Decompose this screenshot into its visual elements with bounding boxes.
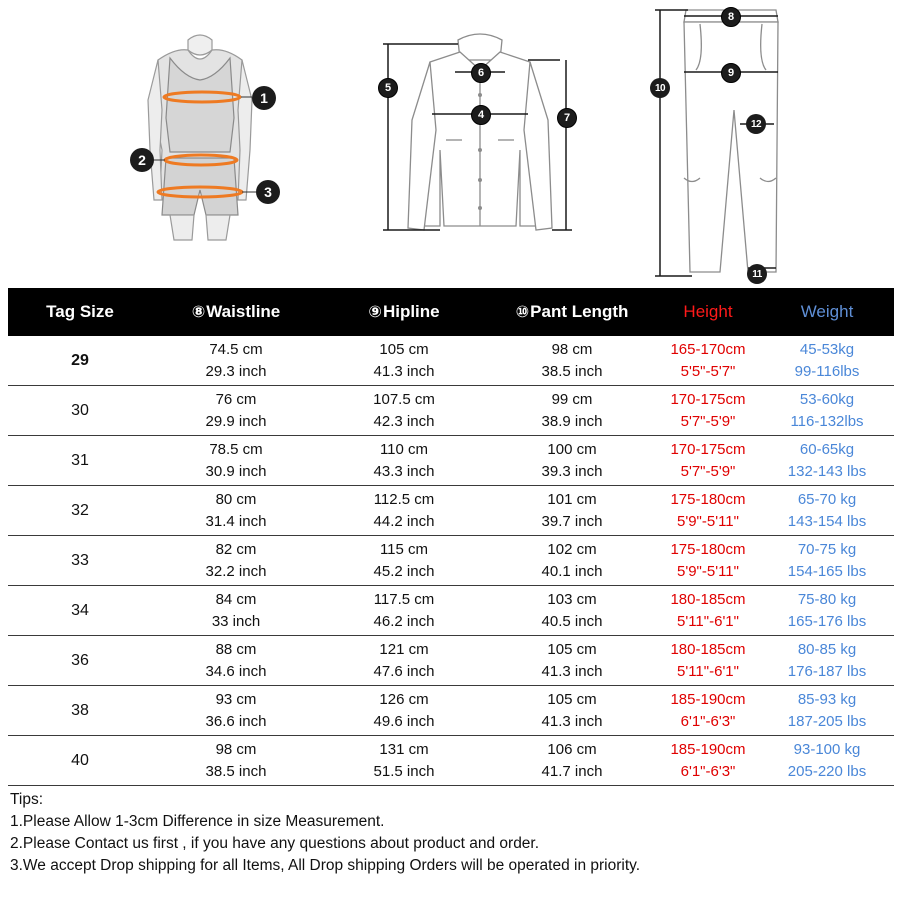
body-figure	[148, 35, 252, 240]
hipline-cell-line-1: 126 cm	[379, 690, 429, 708]
pant-length-cell-line-2: 40.1 inch	[541, 562, 603, 580]
hipline-cell-line-2: 46.2 inch	[373, 612, 435, 630]
height-cell	[656, 586, 760, 636]
pant-length-cell	[488, 636, 656, 686]
hipline-cell-line-2: 51.5 inch	[373, 762, 435, 780]
hipline-cell-line-1: 121 cm	[379, 640, 429, 658]
height-cell-line-2: 5'7"-5'9"	[680, 462, 736, 480]
weight-cell-line-2: 143-154 lbs	[787, 512, 867, 530]
height-cell-line-1: 185-190cm	[670, 740, 746, 758]
tag-size-cell: 33	[8, 536, 152, 586]
pant-length-cell-line-2: 41.7 inch	[541, 762, 603, 780]
callout-10-icon: 10	[650, 78, 670, 98]
circled-8-icon: ⑧	[191, 304, 206, 321]
weight-cell-line-1: 93-100 kg	[793, 740, 861, 758]
weight-cell-line-2: 165-176 lbs	[787, 612, 867, 630]
pant-length-cell-line-2: 38.5 inch	[541, 362, 603, 380]
pant-length-cell-line-2: 39.7 inch	[541, 512, 603, 530]
height-cell-line-2: 6'1"-6'3"	[680, 712, 736, 730]
table-header-row	[8, 288, 894, 336]
pant-length-cell-line-2: 39.3 inch	[541, 462, 603, 480]
waistline-cell-line-1: 98 cm	[215, 740, 257, 758]
header-hipline-label: Hipline	[382, 302, 440, 321]
height-cell-line-2: 5'11"-6'1"	[677, 662, 739, 680]
height-cell	[656, 736, 760, 786]
callout-8-icon: 8	[721, 7, 741, 27]
height-cell-line-2: 5'5"-5'7"	[680, 362, 736, 380]
waistline-cell-line-1: 82 cm	[215, 540, 257, 558]
callout-11-icon: 11	[747, 264, 767, 284]
waistline-cell-line-2: 31.4 inch	[205, 512, 267, 530]
tag-size-cell: 32	[8, 486, 152, 536]
hipline-cell	[320, 336, 488, 386]
tag-size-cell: 31	[8, 436, 152, 486]
hipline-cell-line-2: 47.6 inch	[373, 662, 435, 680]
waistline-cell-line-1: 88 cm	[215, 640, 257, 658]
waistline-cell	[152, 736, 320, 786]
height-cell	[656, 686, 760, 736]
callout-4-icon: 4	[471, 105, 491, 125]
callout-7-icon: 7	[557, 108, 577, 128]
table-row	[8, 386, 894, 436]
callout-2-icon: 2	[130, 148, 154, 172]
header-pant-length	[488, 288, 656, 336]
pant-length-cell	[488, 736, 656, 786]
tag-size-cell: 29	[8, 336, 152, 386]
pant-length-cell-line-2: 40.5 inch	[541, 612, 603, 630]
table-row	[8, 536, 894, 586]
pant-length-cell-line-1: 99 cm	[551, 390, 593, 408]
callout-5-icon: 5	[378, 78, 398, 98]
weight-cell-line-1: 60-65kg	[799, 440, 855, 458]
height-cell	[656, 436, 760, 486]
weight-cell	[760, 636, 894, 686]
height-cell-line-1: 170-175cm	[670, 390, 746, 408]
pant-length-cell	[488, 536, 656, 586]
callout-3-icon: 3	[256, 180, 280, 204]
table-row	[8, 486, 894, 536]
height-cell-line-1: 180-185cm	[670, 640, 746, 658]
height-cell	[656, 386, 760, 436]
waistline-cell-line-2: 33 inch	[211, 612, 261, 630]
weight-cell-line-2: 99-116lbs	[794, 362, 860, 380]
pant-length-cell-line-1: 105 cm	[547, 640, 597, 658]
tip-item-3: 3.We accept Drop shipping for all Items, All Drop shipping Orders will be operated in priority.	[10, 857, 641, 874]
pant-length-cell	[488, 486, 656, 536]
waistline-cell	[152, 486, 320, 536]
height-cell-line-1: 175-180cm	[670, 490, 746, 508]
header-height: Height	[656, 288, 760, 336]
table-row	[8, 686, 894, 736]
waistline-cell-line-2: 29.3 inch	[205, 362, 267, 380]
waistline-cell	[152, 536, 320, 586]
waistline-cell	[152, 586, 320, 636]
weight-cell-line-1: 75-80 kg	[797, 590, 857, 608]
height-cell-line-2: 6'1"-6'3"	[680, 762, 736, 780]
height-cell-line-1: 175-180cm	[670, 540, 746, 558]
waistline-cell-line-1: 74.5 cm	[209, 340, 263, 358]
pant-length-cell	[488, 586, 656, 636]
pant-length-cell	[488, 386, 656, 436]
waistline-cell-line-2: 30.9 inch	[205, 462, 267, 480]
hipline-cell	[320, 736, 488, 786]
hipline-cell-line-1: 110 cm	[379, 440, 429, 458]
header-pant-length-label: Pant Length	[530, 302, 629, 321]
measurement-illustrations	[0, 0, 900, 285]
weight-cell-line-1: 70-75 kg	[797, 540, 857, 558]
weight-cell	[760, 386, 894, 436]
pant-length-cell-line-1: 102 cm	[547, 540, 597, 558]
hipline-cell-line-2: 45.2 inch	[373, 562, 435, 580]
weight-cell-line-2: 132-143 lbs	[787, 462, 867, 480]
height-cell	[656, 636, 760, 686]
waistline-cell	[152, 686, 320, 736]
header-tag-size: Tag Size	[8, 288, 152, 336]
pant-length-cell	[488, 336, 656, 386]
callout-6-icon: 6	[471, 63, 491, 83]
table-row	[8, 736, 894, 786]
tag-size-cell: 34	[8, 586, 152, 636]
illustrations-svg	[0, 0, 900, 285]
weight-cell-line-2: 205-220 lbs	[787, 762, 867, 780]
weight-cell	[760, 486, 894, 536]
tip-item-2: 2.Please Contact us first , if you have any questions about product and order.	[10, 835, 540, 852]
weight-cell	[760, 586, 894, 636]
header-hipline	[320, 288, 488, 336]
tag-size-cell: 36	[8, 636, 152, 686]
hipline-cell-line-2: 41.3 inch	[373, 362, 435, 380]
callout-1-icon: 1	[252, 86, 276, 110]
weight-cell-line-2: 176-187 lbs	[787, 662, 867, 680]
hipline-cell	[320, 486, 488, 536]
hipline-cell	[320, 636, 488, 686]
weight-cell-line-1: 45-53kg	[799, 340, 855, 358]
weight-cell-line-1: 80-85 kg	[797, 640, 857, 658]
waistline-cell-line-2: 38.5 inch	[205, 762, 267, 780]
circled-9-icon: ⑨	[368, 304, 382, 321]
hipline-cell-line-2: 42.3 inch	[373, 412, 435, 430]
weight-cell-line-2: 187-205 lbs	[787, 712, 867, 730]
pants-figure	[684, 10, 778, 272]
height-cell-line-1: 185-190cm	[670, 690, 746, 708]
pant-length-cell-line-1: 105 cm	[547, 690, 597, 708]
waistline-cell	[152, 436, 320, 486]
hipline-cell	[320, 686, 488, 736]
table-row	[8, 636, 894, 686]
hipline-cell	[320, 536, 488, 586]
pant-length-cell	[488, 436, 656, 486]
hipline-cell	[320, 436, 488, 486]
tag-size-cell: 38	[8, 686, 152, 736]
tips-section	[10, 789, 650, 877]
hipline-cell-line-1: 115 cm	[379, 540, 429, 558]
weight-cell-line-1: 85-93 kg	[797, 690, 857, 708]
header-waistline-label: Waistline	[206, 302, 281, 321]
hipline-cell-line-1: 105 cm	[379, 340, 429, 358]
pant-length-cell-line-2: 41.3 inch	[541, 662, 603, 680]
table-row	[8, 436, 894, 486]
hipline-cell-line-1: 112.5 cm	[373, 490, 435, 508]
pant-length-cell-line-1: 101 cm	[547, 490, 597, 508]
waistline-cell-line-1: 78.5 cm	[209, 440, 263, 458]
weight-cell	[760, 736, 894, 786]
hipline-cell-line-1: 117.5 cm	[373, 590, 435, 608]
weight-cell	[760, 336, 894, 386]
waistline-cell-line-2: 32.2 inch	[205, 562, 267, 580]
waistline-cell-line-2: 34.6 inch	[205, 662, 267, 680]
waistline-cell	[152, 636, 320, 686]
height-cell	[656, 336, 760, 386]
height-cell-line-2: 5'9"-5'11"	[677, 562, 739, 580]
callout-9-icon: 9	[721, 63, 741, 83]
circled-10-icon: ⑩	[515, 304, 530, 321]
header-waistline	[152, 288, 320, 336]
height-cell	[656, 536, 760, 586]
tag-size-cell: 40	[8, 736, 152, 786]
waistline-cell-line-2: 36.6 inch	[205, 712, 267, 730]
waistline-cell-line-2: 29.9 inch	[205, 412, 267, 430]
waistline-cell	[152, 386, 320, 436]
weight-cell	[760, 686, 894, 736]
hipline-cell-line-2: 44.2 inch	[373, 512, 435, 530]
height-cell-line-2: 5'9"-5'11"	[677, 512, 739, 530]
weight-cell-line-2: 116-132lbs	[790, 412, 864, 430]
pant-length-cell-line-2: 41.3 inch	[541, 712, 603, 730]
callout-12-icon: 12	[746, 114, 766, 134]
header-weight: Weight	[760, 288, 894, 336]
weight-cell-line-1: 65-70 kg	[797, 490, 857, 508]
hipline-cell-line-2: 43.3 inch	[373, 462, 435, 480]
pant-length-cell-line-1: 106 cm	[547, 740, 597, 758]
waistline-cell-line-1: 76 cm	[215, 390, 257, 408]
height-cell-line-1: 170-175cm	[670, 440, 746, 458]
hipline-cell-line-2: 49.6 inch	[373, 712, 435, 730]
pant-length-cell-line-1: 98 cm	[551, 340, 593, 358]
hipline-cell	[320, 386, 488, 436]
pant-length-cell-line-1: 100 cm	[547, 440, 597, 458]
height-cell	[656, 486, 760, 536]
weight-cell-line-2: 154-165 lbs	[787, 562, 867, 580]
weight-cell	[760, 536, 894, 586]
weight-cell	[760, 436, 894, 486]
tip-item-1: 1.Please Allow 1-3cm Difference in size Measurement.	[10, 813, 385, 830]
pant-length-cell-line-2: 38.9 inch	[541, 412, 603, 430]
table-body	[8, 336, 894, 786]
table-row	[8, 586, 894, 636]
waistline-cell-line-1: 84 cm	[215, 590, 257, 608]
pant-length-cell-line-1: 103 cm	[547, 590, 597, 608]
height-cell-line-1: 165-170cm	[670, 340, 746, 358]
height-cell-line-2: 5'7"-5'9"	[680, 412, 736, 430]
hipline-cell	[320, 586, 488, 636]
hipline-cell-line-1: 107.5 cm	[373, 390, 435, 408]
size-chart-table	[8, 288, 894, 786]
waistline-cell-line-1: 93 cm	[215, 690, 257, 708]
hipline-cell-line-1: 131 cm	[379, 740, 429, 758]
table-row	[8, 336, 894, 386]
waistline-cell	[152, 336, 320, 386]
pant-length-cell	[488, 686, 656, 736]
waistline-cell-line-1: 80 cm	[215, 490, 257, 508]
height-cell-line-1: 180-185cm	[670, 590, 746, 608]
tag-size-cell: 30	[8, 386, 152, 436]
tips-title: Tips:	[10, 791, 44, 808]
weight-cell-line-1: 53-60kg	[799, 390, 855, 408]
height-cell-line-2: 5'11"-6'1"	[677, 612, 739, 630]
